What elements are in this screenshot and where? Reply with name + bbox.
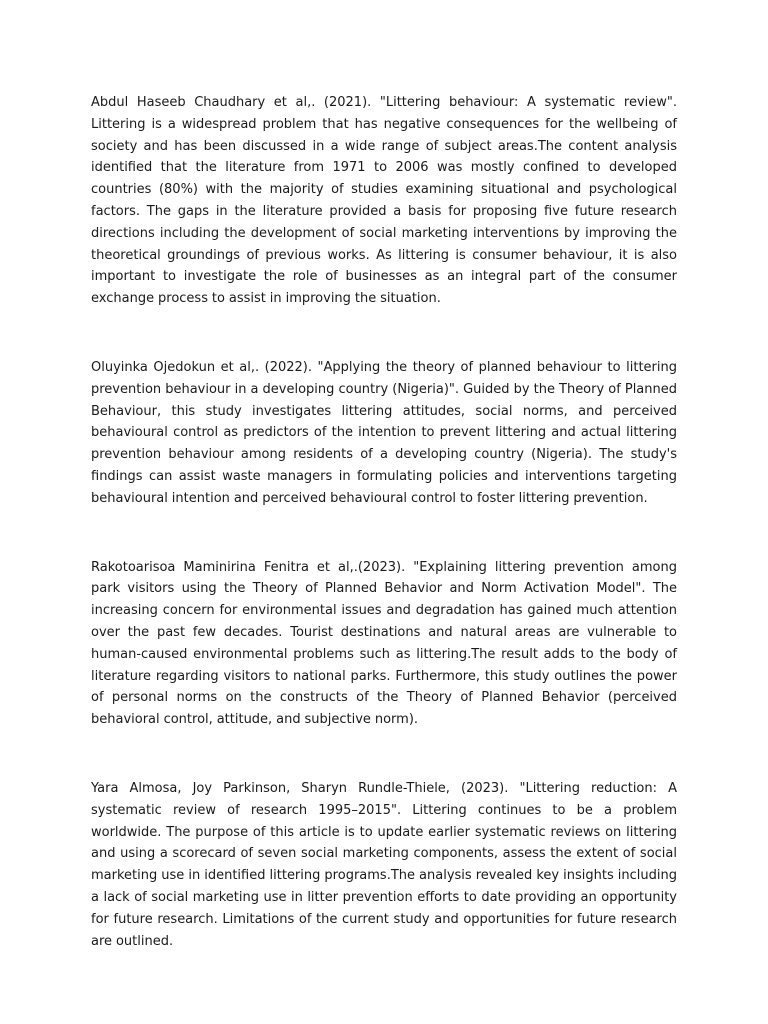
- document-body: [91, 92, 677, 952]
- reference-entry-2: Oluyinka Ojedokun et al,. (2022). "Applying the theory of planned behaviour to littering prevention behaviour in a developing country (Nigeria)". Guided by the Theory of Planned Behaviour, this study investigates littering attitudes, social norms, and perceived behavioural control as predictors of the intention to prevent littering and actual littering prevention behaviour among residents of a developing country (Nigeria). The study's findings can assist waste managers in formulating policies and interventions targeting behavioural intention and perceived behavioural control to foster littering prevention.: [91, 359, 677, 506]
- reference-entry-3: Rakotoarisoa Maminirina Fenitra et al,.(2023). "Explaining littering prevention among park visitors using the Theory of Planned Behavior and Norm Activation Model". The increasing concern for environmental issues and degradation has gained much attention over the past few decades. Tourist destinations and natural areas are vulnerable to human-caused environmental problems such as littering.The result adds to the body of literature regarding visitors to national parks. Furthermore, this study outlines the power of personal norms on the constructs of the Theory of Planned Behavior (perceived behavioral control, attitude, and subjective norm).: [91, 559, 677, 728]
- reference-entry-4: Yara Almosa, Joy Parkinson, Sharyn Rundle-Thiele, (2023). "Littering reduction: A systematic review of research 1995–2015". Littering continues to be a problem worldwide. The purpose of this article is to update earlier systematic reviews on littering and using a scorecard of seven social marketing components, assess the extent of social marketing use in identified littering programs.The analysis revealed key insights including a lack of social marketing use in litter prevention efforts to date providing an opportunity for future research. Limitations of the current study and opportunities for future research are outlined.: [91, 780, 677, 949]
- reference-entry-1: Abdul Haseeb Chaudhary et al,. (2021). "Littering behaviour: A systematic review". Littering is a widespread problem that has negative consequences for the wellbeing of society and has been discussed in a wide range of subject areas.The content analysis identified that the literature from 1971 to 2006 was mostly confined to developed countries (80%) with the majority of studies examining situational and psychological factors. The gaps in the literature provided a basis for proposing five future research directions including the development of social marketing interventions by improving the theoretical groundings of previous works. As littering is consumer behaviour, it is also important to investigate the role of businesses as an integral part of the consumer exchange process to assist in improving the situation.: [91, 95, 677, 307]
